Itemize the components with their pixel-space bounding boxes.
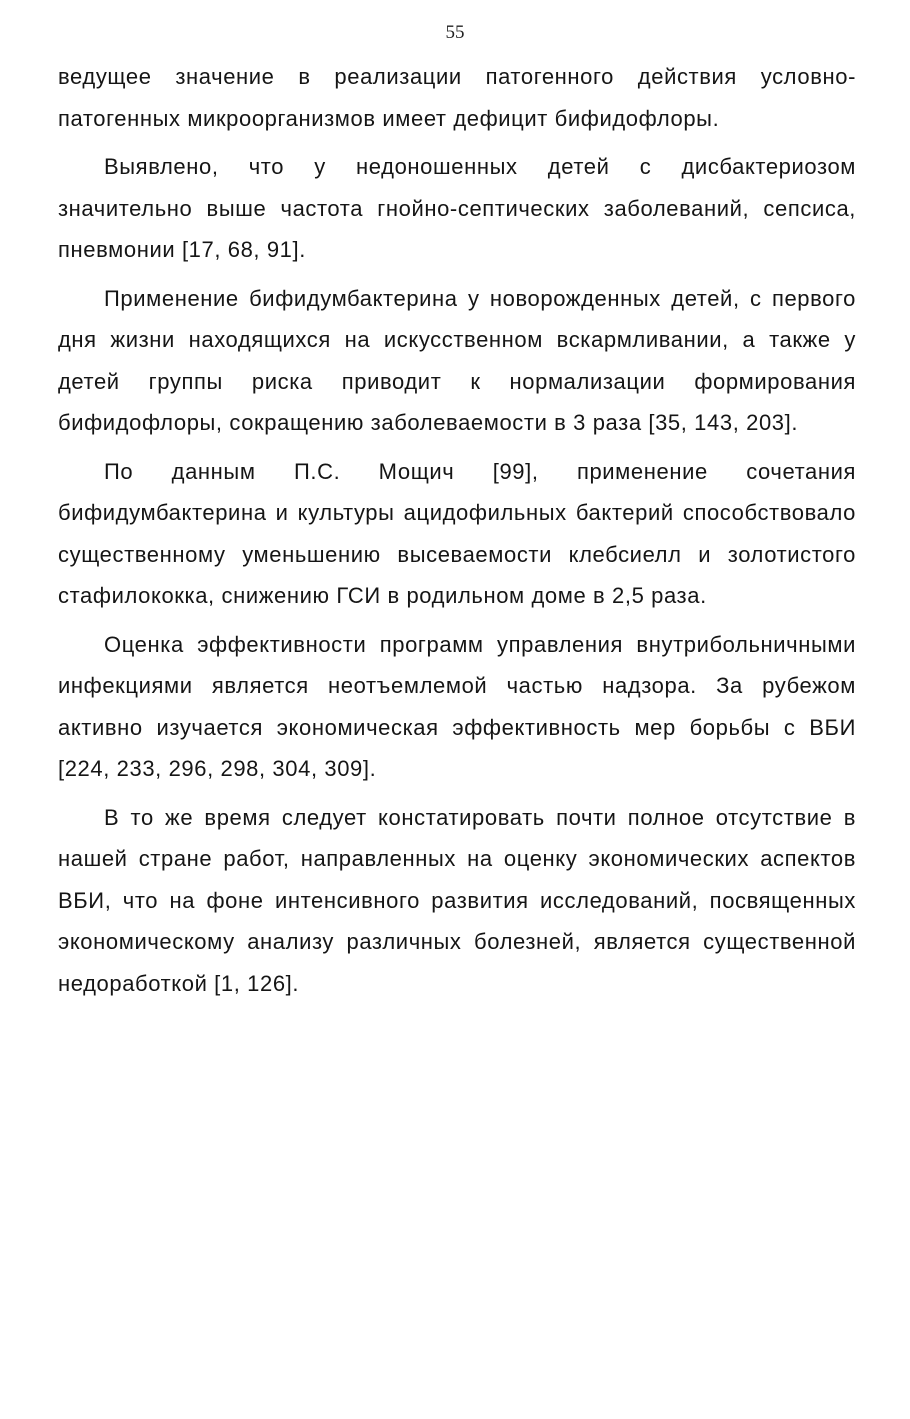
body-text xyxy=(58,56,856,1011)
paragraph-5: Оценка эффективности программ управления внутрибольничными инфекциями является неотъемлемой частью надзора. За рубежом активно изучается экономическая эффективность мер борьбы с ВБИ [224, 233, 296, 298, 304, 309]. xyxy=(58,631,856,781)
paragraph-1: ведущее значение в реализации патогенного действия условно-патогенных микроорганизмов имеет дефицит бифидофлоры. xyxy=(58,64,856,131)
paragraph-3: Применение бифидумбактерина у новорожденных детей, с первого дня жизни находящихся на искусственном вскармливании, а также у детей группы риска приводит к нормализации формирования бифидофлоры, сокращению заболеваемости в 3 раза [35, 143, 203]. xyxy=(58,285,856,435)
paragraph-4: По данным П.С. Мощич [99], применение сочетания бифидумбактерина и культуры ацидофильных бактерий способствовало существенному уменьшению высеваемости клебсиелл и золотистого стафилококка, снижению ГСИ в родильном доме в 2,5 раза. xyxy=(58,458,856,608)
page-number: 55 xyxy=(445,22,465,43)
paragraph-6: В то же время следует констатировать почти полное отсутствие в нашей стране работ, направленных на оценку экономических аспектов ВБИ, что на фоне интенсивного развития исследований, посвященных экономическому анализу различных болезней, является существенной недоработкой [1, 126]. xyxy=(58,804,856,996)
paragraph-2: Выявлено, что у недоношенных детей с дисбактериозом значительно выше частота гнойно-септических заболеваний, сепсиса, пневмонии [17, 68, 91]. xyxy=(58,154,856,262)
